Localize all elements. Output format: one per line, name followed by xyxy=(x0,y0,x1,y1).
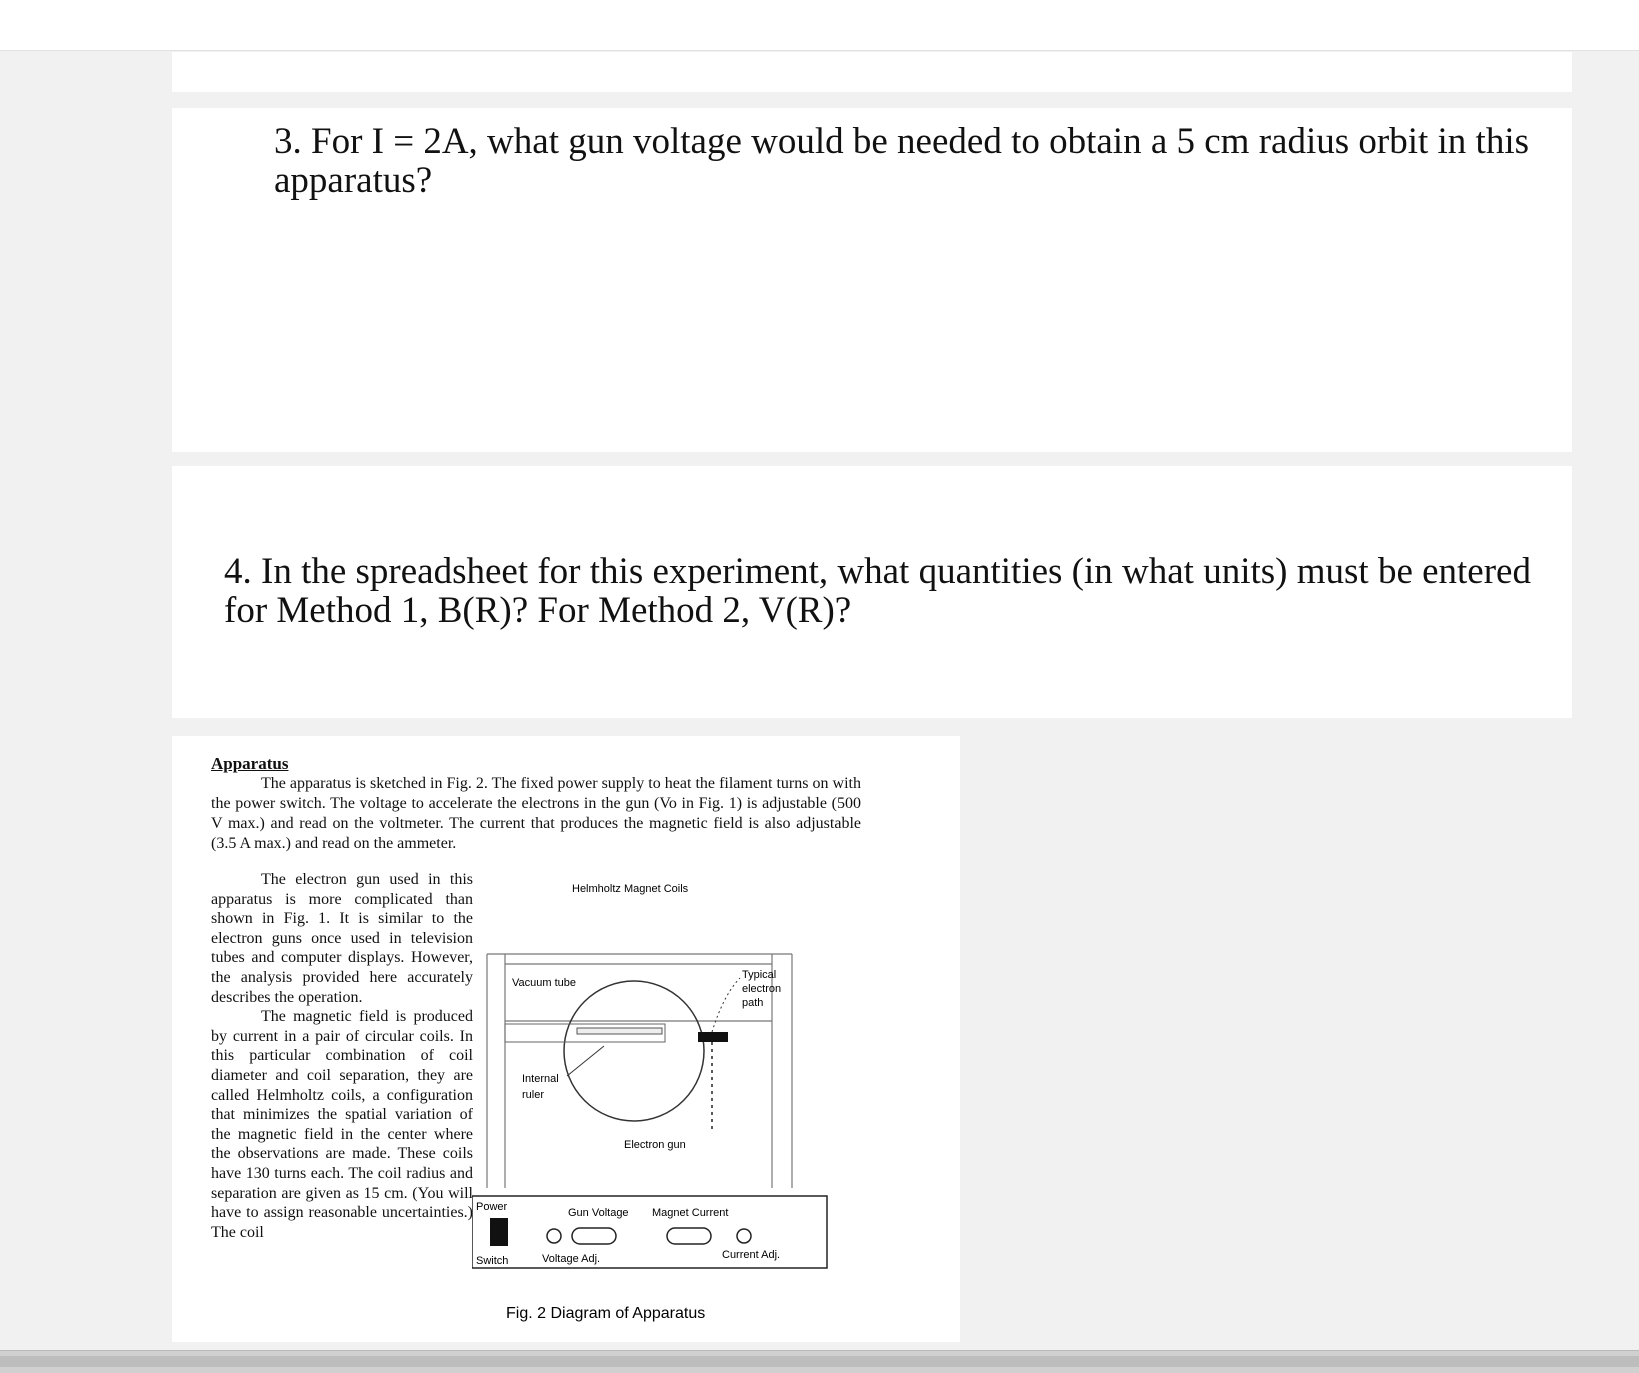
page-strip xyxy=(172,52,1572,92)
coils-label: Helmholtz Magnet Coils xyxy=(572,883,689,895)
electron-gun-label: Electron gun xyxy=(624,1139,686,1151)
electron-gun-paragraph: The electron gun used in this apparatus is more complicated than shown in Fig. 1. It is similar to the electron guns once used in television tubes and computer displays. However, the analysis provided here accurately describes the operation. xyxy=(211,871,473,1006)
voltage-knob xyxy=(547,1229,561,1243)
magnetic-field-paragraph: The magnetic field is produced by current in a pair of circular coils. In this particular combination of coil diameter and coil separation, they are called Helmholtz coils, a configuration that minimizes the spatial variation of the magnetic field in the center where the observations are made. These coils have 130 turns each. The coil radius and separation are given as 15 cm. (You will have to assign reasonable uncertainties.) The coil xyxy=(211,1008,473,1241)
magnet-current-label: Magnet Current xyxy=(652,1207,729,1219)
electron-path-curve xyxy=(712,978,740,1032)
electron-path-label-2: electron xyxy=(742,983,782,995)
top-toolbar xyxy=(0,0,1639,51)
vacuum-tube-label: Vacuum tube xyxy=(512,977,577,989)
apparatus-image xyxy=(172,736,960,1342)
horizontal-scrollbar[interactable] xyxy=(0,1350,1639,1373)
question-4-panel xyxy=(172,466,1572,718)
internal-ruler-label-1: Internal xyxy=(522,1073,559,1085)
electron-gun-block xyxy=(698,1032,728,1042)
voltage-adj-label: Voltage Adj. xyxy=(542,1253,601,1265)
power-switch xyxy=(490,1218,508,1246)
vacuum-tube-circle xyxy=(564,981,704,1121)
apparatus-intro-paragraph: The apparatus is sketched in Fig. 2. The fixed power supply to heat the filament turns on with the power switch. The voltage to accelerate the electrons in the gun (Vo in Fig. 1) is adjustable (500 V max.) and read on the voltmeter. The current that produces the magnetic field is also adjustable (3.5 A max.) and read on the ammeter. xyxy=(211,775,861,852)
apparatus-side-column xyxy=(211,870,473,1242)
question-3-panel xyxy=(172,108,1572,452)
electron-path-label-3: path xyxy=(742,997,764,1009)
switch-label: Switch xyxy=(476,1255,509,1267)
magnet-current-meter xyxy=(667,1228,711,1244)
current-knob xyxy=(737,1229,751,1243)
figure-caption: Fig. 2 Diagram of Apparatus xyxy=(506,1305,706,1322)
scrollbar-thumb[interactable] xyxy=(0,1356,1639,1367)
electron-path-label-1: Typical xyxy=(742,969,777,981)
question-3-text: 3. For I = 2A, what gun voltage would be needed to obtain a 5 cm radius orbit in this apparatus? xyxy=(274,121,1530,201)
ruler-leader-arrow xyxy=(567,1046,604,1076)
power-label: Power xyxy=(476,1201,508,1213)
gun-voltage-meter xyxy=(572,1228,616,1244)
apparatus-diagram xyxy=(472,866,960,1342)
current-adj-label: Current Adj. xyxy=(722,1249,781,1261)
internal-ruler-label-2: ruler xyxy=(522,1089,545,1101)
gun-voltage-label: Gun Voltage xyxy=(568,1207,629,1219)
internal-ruler xyxy=(577,1028,662,1034)
question-4-text: 4. In the spreadsheet for this experiment, what quantities (in what units) must be entered for Method 1, B(R)? For Method 2, V(R)? xyxy=(224,551,1531,631)
apparatus-heading: Apparatus xyxy=(211,754,289,773)
